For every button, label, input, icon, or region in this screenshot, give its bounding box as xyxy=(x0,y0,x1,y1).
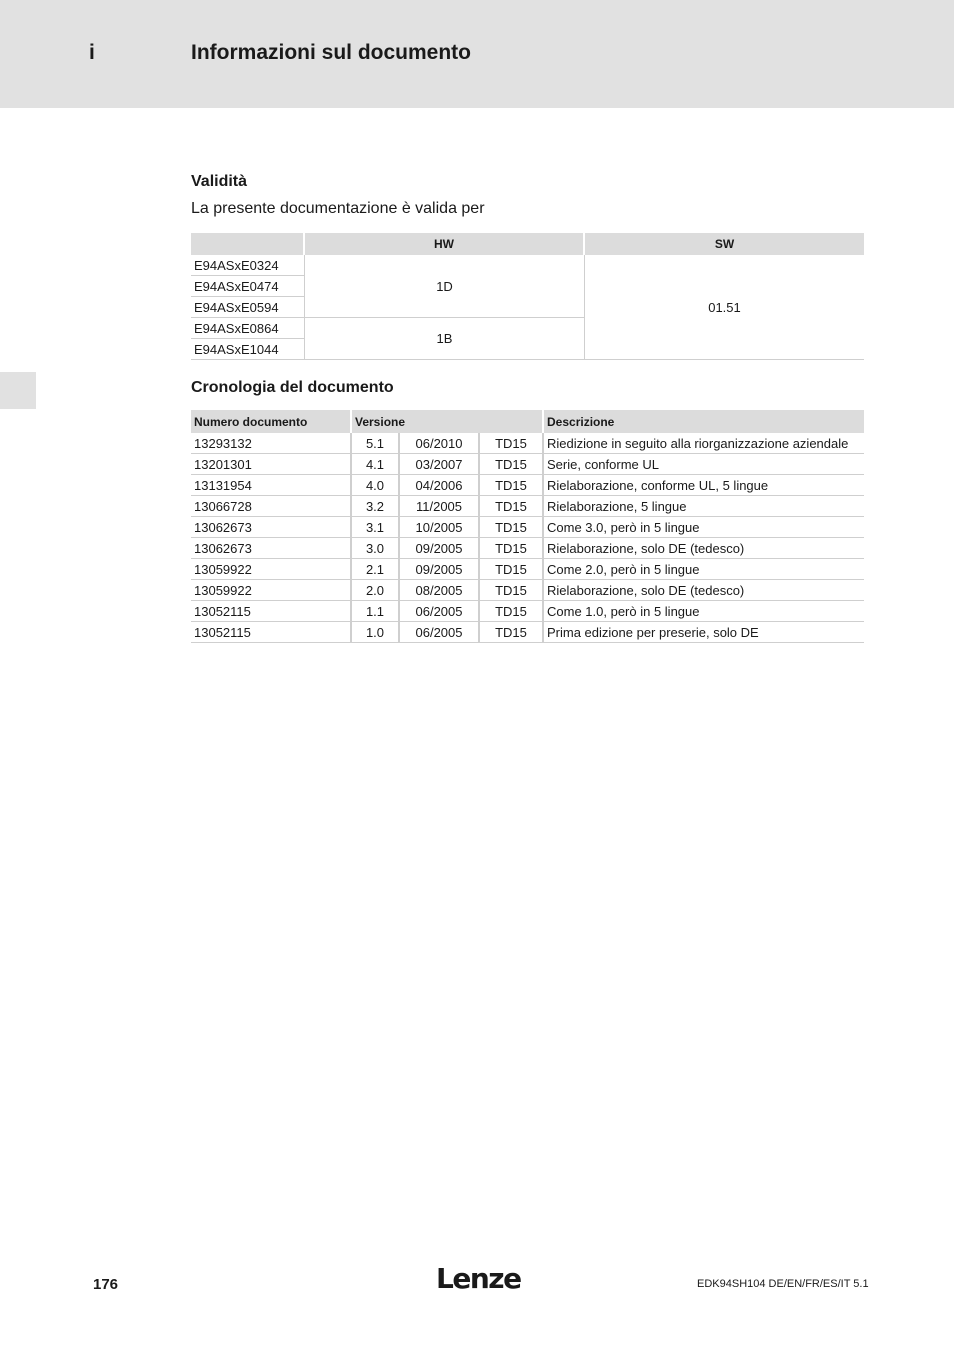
doc-number-cell: 13052115 xyxy=(191,622,352,643)
table-row xyxy=(191,496,864,517)
doc-number-cell: 13293132 xyxy=(191,433,352,454)
description-cell: Prima edizione per preserie, solo DE xyxy=(544,622,864,643)
doc-number-cell: 13066728 xyxy=(191,496,352,517)
description-cell: Rielaborazione, conforme UL, 5 lingue xyxy=(544,475,864,496)
table-row xyxy=(191,622,864,643)
model-cell: E94ASxE0324 xyxy=(191,255,305,276)
table-row xyxy=(191,538,864,559)
doc-number-cell: 13131954 xyxy=(191,475,352,496)
date-cell: 10/2005 xyxy=(400,517,480,538)
document-id: EDK94SH104 DE/EN/FR/ES/IT 5.1 xyxy=(697,1278,869,1290)
model-cell: E94ASxE0474 xyxy=(191,276,305,297)
sw-cell: 01.51 xyxy=(585,255,864,360)
version-cell: 4.0 xyxy=(352,475,400,496)
date-cell: 06/2010 xyxy=(400,433,480,454)
doc-number-cell: 13201301 xyxy=(191,454,352,475)
validity-header-row xyxy=(191,233,864,255)
version-cell: 3.1 xyxy=(352,517,400,538)
date-cell: 06/2005 xyxy=(400,601,480,622)
date-cell: 11/2005 xyxy=(400,496,480,517)
date-cell: 08/2005 xyxy=(400,580,480,601)
description-cell: Rielaborazione, solo DE (tedesco) xyxy=(544,538,864,559)
lenze-logo: Lenze xyxy=(436,1262,521,1295)
chapter-letter: i xyxy=(89,41,95,64)
td-cell: TD15 xyxy=(480,475,544,496)
table-row xyxy=(191,475,864,496)
td-cell: TD15 xyxy=(480,580,544,601)
history-col-version: Versione xyxy=(352,410,544,433)
description-cell: Rielaborazione, solo DE (tedesco) xyxy=(544,580,864,601)
version-cell: 1.0 xyxy=(352,622,400,643)
history-heading: Cronologia del documento xyxy=(191,379,394,396)
doc-number-cell: 13062673 xyxy=(191,517,352,538)
version-cell: 3.0 xyxy=(352,538,400,559)
header-band xyxy=(0,0,954,108)
td-cell: TD15 xyxy=(480,517,544,538)
doc-number-cell: 13059922 xyxy=(191,559,352,580)
version-cell: 4.1 xyxy=(352,454,400,475)
td-cell: TD15 xyxy=(480,538,544,559)
validity-col-sw: SW xyxy=(585,233,864,255)
history-table xyxy=(191,410,864,643)
history-header-row xyxy=(191,410,864,433)
td-cell: TD15 xyxy=(480,601,544,622)
model-cell: E94ASxE1044 xyxy=(191,339,305,360)
description-cell: Serie, conforme UL xyxy=(544,454,864,475)
td-cell: TD15 xyxy=(480,559,544,580)
table-row xyxy=(191,517,864,538)
description-cell: Rielaborazione, 5 lingue xyxy=(544,496,864,517)
version-cell: 5.1 xyxy=(352,433,400,454)
table-row xyxy=(191,255,864,276)
history-col-description: Descrizione xyxy=(544,410,864,433)
model-cell: E94ASxE0594 xyxy=(191,297,305,318)
doc-number-cell: 13052115 xyxy=(191,601,352,622)
date-cell: 04/2006 xyxy=(400,475,480,496)
version-cell: 3.2 xyxy=(352,496,400,517)
td-cell: TD15 xyxy=(480,622,544,643)
td-cell: TD15 xyxy=(480,454,544,475)
page-title: Informazioni sul documento xyxy=(191,41,472,64)
validity-table xyxy=(191,233,864,360)
table-row xyxy=(191,433,864,454)
description-cell: Riedizione in seguito alla riorganizzazione aziendale xyxy=(544,433,864,454)
hw-cell: 1B xyxy=(305,318,585,360)
table-row xyxy=(191,559,864,580)
table-row xyxy=(191,580,864,601)
model-cell: E94ASxE0864 xyxy=(191,318,305,339)
date-cell: 03/2007 xyxy=(400,454,480,475)
description-cell: Come 1.0, però in 5 lingue xyxy=(544,601,864,622)
doc-number-cell: 13059922 xyxy=(191,580,352,601)
version-cell: 2.0 xyxy=(352,580,400,601)
validity-col-model xyxy=(191,233,305,255)
history-col-number: Numero documento xyxy=(191,410,352,433)
doc-number-cell: 13062673 xyxy=(191,538,352,559)
page-number: 176 xyxy=(93,1276,119,1293)
date-cell: 09/2005 xyxy=(400,538,480,559)
table-row xyxy=(191,454,864,475)
hw-cell: 1D xyxy=(305,255,585,318)
side-chapter-tab xyxy=(0,372,36,409)
date-cell: 09/2005 xyxy=(400,559,480,580)
description-cell: Come 2.0, però in 5 lingue xyxy=(544,559,864,580)
version-cell: 1.1 xyxy=(352,601,400,622)
table-row xyxy=(191,601,864,622)
validity-col-hw: HW xyxy=(305,233,585,255)
version-cell: 2.1 xyxy=(352,559,400,580)
description-cell: Come 3.0, però in 5 lingue xyxy=(544,517,864,538)
date-cell: 06/2005 xyxy=(400,622,480,643)
td-cell: TD15 xyxy=(480,433,544,454)
validity-heading: Validità xyxy=(191,173,248,190)
td-cell: TD15 xyxy=(480,496,544,517)
validity-intro: La presente documentazione è valida per xyxy=(191,200,485,217)
